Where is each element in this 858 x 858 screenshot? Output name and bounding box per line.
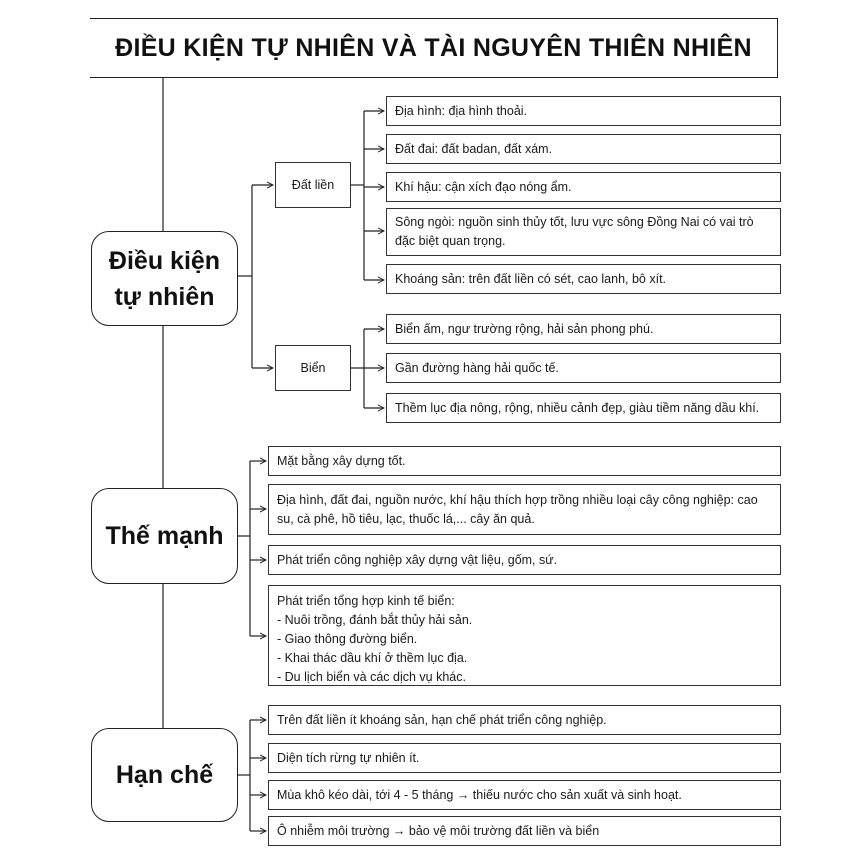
node-dieu-kien-tu-nhien: Điều kiện tự nhiên <box>91 231 238 326</box>
kinh-te-bien-line: - Khai thác dầu khí ở thềm lục địa. <box>277 651 468 665</box>
leaf-cay-cong-nghiep: Địa hình, đất đai, nguồn nước, khí hậu thích hợp trồng nhiều loại cây công nghiệp: cao su, cà phê, hồ tiêu, lạc, thuốc lá,... cây ăn quả. <box>268 484 781 535</box>
leaf-vat-lieu-xay-dung: Phát triển công nghiệp xây dựng vật liệu, gốm, sứ. <box>268 545 781 575</box>
leaf-khoang-san: Khoáng sản: trên đất liền có sét, cao lanh, bô xít. <box>386 264 781 294</box>
leaf-mat-bang: Mặt bằng xây dựng tốt. <box>268 446 781 476</box>
node-han-che: Hạn chế <box>91 728 238 822</box>
leaf-it-khoang-san: Trên đất liền ít khoáng sản, hạn chế phát triển công nghiệp. <box>268 705 781 735</box>
node-the-manh: Thế mạnh <box>91 488 238 584</box>
leaf-kinh-te-bien <box>268 585 781 686</box>
leaf-khi-hau: Khí hậu: cận xích đạo nóng ẩm. <box>386 172 781 202</box>
kinh-te-bien-line: - Nuôi trồng, đánh bắt thủy hải sản. <box>277 613 473 627</box>
diagram-title: ĐIỀU KIỆN TỰ NHIÊN VÀ TÀI NGUYÊN THIÊN NHIÊN <box>90 18 778 78</box>
leaf-dia-hinh: Địa hình: địa hình thoải. <box>386 96 781 126</box>
node-bien: Biển <box>275 345 351 391</box>
kinh-te-bien-heading: Phát triển tổng hợp kinh tế biển: <box>277 594 455 608</box>
leaf-song-ngoi: Sông ngòi: nguồn sinh thủy tốt, lưu vực sông Đồng Nai có vai trò đặc biệt quan trọng. <box>386 208 781 256</box>
leaf-mua-kho: Mùa khô kéo dài, tới 4 - 5 tháng → thiếu nước cho sản xuất và sinh hoạt. <box>268 780 781 810</box>
kinh-te-bien-line: - Du lịch biển và các dịch vụ khác. <box>277 670 466 684</box>
leaf-them-luc-dia: Thềm lục địa nông, rộng, nhiều cảnh đẹp, giàu tiềm năng dầu khí. <box>386 393 781 423</box>
leaf-hang-hai: Gần đường hàng hải quốc tế. <box>386 353 781 383</box>
leaf-rung-tu-nhien: Diện tích rừng tự nhiên ít. <box>268 743 781 773</box>
leaf-o-nhiem: Ô nhiễm môi trường → bảo vệ môi trường đất liền và biển <box>268 816 781 846</box>
leaf-bien-am: Biển ấm, ngư trường rộng, hải sản phong phú. <box>386 314 781 344</box>
node-dat-lien: Đất liền <box>275 162 351 208</box>
leaf-dat-dai: Đất đai: đất badan, đất xám. <box>386 134 781 164</box>
kinh-te-bien-line: - Giao thông đường biển. <box>277 632 418 646</box>
